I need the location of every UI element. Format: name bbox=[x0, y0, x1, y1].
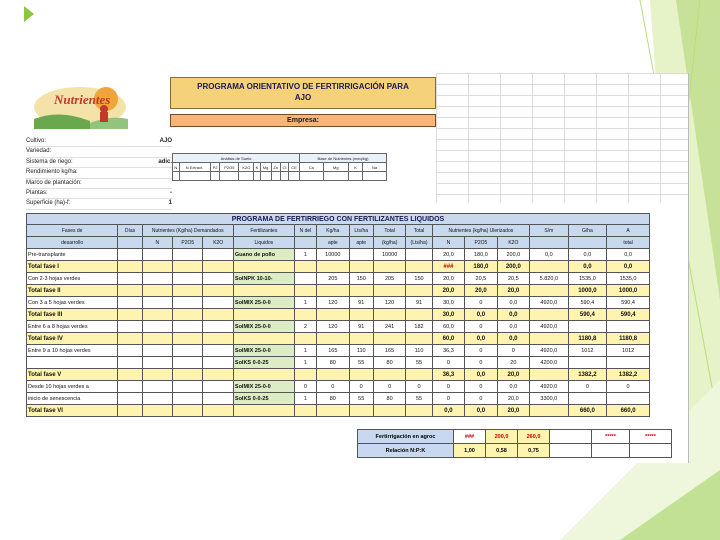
phase-total-row bbox=[27, 261, 650, 273]
table-cell bbox=[607, 357, 650, 369]
table-cell: 80 bbox=[317, 357, 349, 369]
table-cell bbox=[406, 249, 432, 261]
header-row-1: Fases de Días Nutrientes (Kg/ha) Demandados Fertilizantes N del Kg/ha Lts/ha Total Total Nutrientes (kg/ha) Ulerizados S/m G/ha A bbox=[27, 225, 650, 237]
table-cell: 0,0 bbox=[465, 369, 497, 381]
table-cell bbox=[406, 261, 432, 273]
table-cell: 30,0 bbox=[432, 297, 464, 309]
table-cell bbox=[607, 321, 650, 333]
table-cell: 60,0 bbox=[432, 333, 464, 345]
table-cell: 110 bbox=[349, 345, 373, 357]
table-cell: 590,4 bbox=[607, 309, 650, 321]
table-cell: 30,0 bbox=[432, 309, 464, 321]
table-cell: 1000,0 bbox=[607, 285, 650, 297]
table-cell: 0,0 bbox=[465, 405, 497, 417]
table-cell bbox=[118, 369, 142, 381]
table-cell: 0 bbox=[607, 381, 650, 393]
table-cell: 110 bbox=[406, 345, 432, 357]
table-cell bbox=[406, 333, 432, 345]
table-cell: 0 bbox=[349, 381, 373, 393]
program-table bbox=[26, 213, 650, 417]
table-cell: 180,0 bbox=[465, 249, 497, 261]
table-cell bbox=[118, 345, 142, 357]
table-cell bbox=[530, 405, 569, 417]
table-cell: Total fase V bbox=[27, 369, 118, 381]
table-cell bbox=[118, 261, 142, 273]
table-cell bbox=[406, 369, 432, 381]
table-cell: 4920,0 bbox=[530, 381, 569, 393]
table-cell bbox=[568, 393, 607, 405]
table-cell: 3300,0 bbox=[530, 393, 569, 405]
table-cell bbox=[530, 285, 569, 297]
table-cell bbox=[142, 261, 172, 273]
table-cell: 1535,0 bbox=[607, 273, 650, 285]
table-cell bbox=[373, 285, 405, 297]
soil-title: Análisis de Suelo bbox=[173, 154, 300, 163]
table-cell: 2 bbox=[294, 321, 316, 333]
table-cell: Total fase I bbox=[27, 261, 118, 273]
table-cell: 60,0 bbox=[432, 321, 464, 333]
table-cell: 20,0 bbox=[465, 285, 497, 297]
table-cell bbox=[173, 261, 203, 273]
table-cell: 0,0 bbox=[465, 333, 497, 345]
table-cell: 660,0 bbox=[568, 405, 607, 417]
table-cell: 36,3 bbox=[432, 345, 464, 357]
table-cell: 1 bbox=[294, 393, 316, 405]
table-cell: 4920,0 bbox=[530, 321, 569, 333]
table-cell: SolMIX 25-0-0 bbox=[233, 321, 294, 333]
table-cell bbox=[317, 261, 349, 273]
table-cell bbox=[173, 345, 203, 357]
table-cell: 20,0 bbox=[497, 405, 529, 417]
table-cell: inicio de senescencia bbox=[27, 393, 118, 405]
table-cell: 1012 bbox=[607, 345, 650, 357]
table-cell: 10000 bbox=[317, 249, 349, 261]
table-cell: 1012 bbox=[568, 345, 607, 357]
table-row bbox=[27, 345, 650, 357]
table-cell: Entre 6 a 8 hojas verdes bbox=[27, 321, 118, 333]
table-cell: 4200,0 bbox=[530, 357, 569, 369]
table-cell: 165 bbox=[373, 345, 405, 357]
table-cell bbox=[349, 309, 373, 321]
table-cell: 20,0 bbox=[432, 273, 464, 285]
table-cell: 0 bbox=[465, 357, 497, 369]
table-cell: 0 bbox=[465, 381, 497, 393]
crop-info bbox=[26, 137, 172, 210]
table-cell bbox=[317, 309, 349, 321]
table-cell: 80 bbox=[373, 393, 405, 405]
table-cell bbox=[349, 369, 373, 381]
table-cell: 1180,8 bbox=[607, 333, 650, 345]
table-cell: 241 bbox=[373, 321, 405, 333]
table-cell bbox=[118, 357, 142, 369]
table-cell bbox=[173, 405, 203, 417]
table-cell: SolKS 0-0-25 bbox=[233, 357, 294, 369]
table-cell bbox=[142, 381, 172, 393]
table-cell: SolMIX 25-0-0 bbox=[233, 345, 294, 357]
table-cell: 20,5 bbox=[497, 273, 529, 285]
table-cell: 80 bbox=[373, 357, 405, 369]
table-cell bbox=[142, 369, 172, 381]
table-cell bbox=[118, 285, 142, 297]
table-cell bbox=[173, 333, 203, 345]
table-cell bbox=[530, 369, 569, 381]
table-cell: 91 bbox=[349, 297, 373, 309]
table-cell bbox=[294, 333, 316, 345]
table-row bbox=[27, 249, 650, 261]
table-cell bbox=[317, 285, 349, 297]
table-cell bbox=[233, 333, 294, 345]
table-cell bbox=[173, 273, 203, 285]
table-cell: 0,0 bbox=[607, 249, 650, 261]
table-cell bbox=[406, 405, 432, 417]
table-cell bbox=[203, 285, 233, 297]
table-cell: Total fase II bbox=[27, 285, 118, 297]
table-cell: 0,0 bbox=[497, 381, 529, 393]
table-cell bbox=[118, 333, 142, 345]
phase-total-row bbox=[27, 369, 650, 381]
table-cell bbox=[203, 357, 233, 369]
table-cell bbox=[142, 357, 172, 369]
table-cell bbox=[27, 357, 118, 369]
soil-right-title: Base de Nutrientes (meq/kg) bbox=[299, 154, 386, 163]
table-cell bbox=[294, 273, 316, 285]
table-cell bbox=[118, 249, 142, 261]
table-cell: 180,0 bbox=[465, 261, 497, 273]
table-cell: 165 bbox=[317, 345, 349, 357]
table-cell: Total fase III bbox=[27, 309, 118, 321]
table-cell: 0,0 bbox=[530, 249, 569, 261]
table-cell: Guano de pollo bbox=[233, 249, 294, 261]
table-row bbox=[27, 393, 650, 405]
table-cell: 1 bbox=[294, 297, 316, 309]
table-cell bbox=[203, 249, 233, 261]
table-cell bbox=[233, 309, 294, 321]
table-cell: 205 bbox=[373, 273, 405, 285]
table-cell bbox=[142, 333, 172, 345]
table-cell bbox=[142, 249, 172, 261]
table-cell: 1180,8 bbox=[568, 333, 607, 345]
table-cell: 0 bbox=[465, 321, 497, 333]
table-cell: Pre-transplante bbox=[27, 249, 118, 261]
table-cell bbox=[349, 405, 373, 417]
table-cell bbox=[118, 405, 142, 417]
info-row: Superficie (ha)-f: 1 bbox=[26, 199, 172, 209]
table-cell bbox=[349, 285, 373, 297]
table-cell: 10000 bbox=[373, 249, 405, 261]
table-cell bbox=[233, 285, 294, 297]
phase-total-row bbox=[27, 285, 650, 297]
fertirrigation-program bbox=[26, 213, 650, 417]
soil-analysis-table: Análisis de Suelo Base de Nutrientes (meq/kg) N N Extract. P2 P2O5 K2O K Mg Zn Cl CE Ca Mg K Na bbox=[172, 153, 387, 181]
table-cell: 0 bbox=[317, 381, 349, 393]
phase-total-row bbox=[27, 309, 650, 321]
table-cell bbox=[349, 333, 373, 345]
table-cell: 1382,2 bbox=[607, 369, 650, 381]
table-cell: 0,0 bbox=[497, 333, 529, 345]
table-cell: 0,0 bbox=[465, 309, 497, 321]
table-cell bbox=[203, 261, 233, 273]
table-cell: 0 bbox=[432, 393, 464, 405]
table-cell bbox=[233, 261, 294, 273]
table-cell bbox=[142, 393, 172, 405]
table-cell: 1 bbox=[294, 345, 316, 357]
table-cell: 200,0 bbox=[497, 249, 529, 261]
table-cell: SolKS 0-0-25 bbox=[233, 393, 294, 405]
table-cell bbox=[118, 321, 142, 333]
table-cell bbox=[607, 393, 650, 405]
table-cell: 120 bbox=[373, 297, 405, 309]
table-cell: SolMIX 25-0-0 bbox=[233, 381, 294, 393]
table-cell: 0,0 bbox=[568, 261, 607, 273]
table-cell: 4920,0 bbox=[530, 345, 569, 357]
table-cell bbox=[317, 405, 349, 417]
title-line-2: AJO bbox=[294, 93, 312, 102]
table-cell bbox=[142, 285, 172, 297]
table-cell bbox=[317, 369, 349, 381]
table-cell: 20,0 bbox=[497, 369, 529, 381]
table-cell: Entre 9 a 10 hojas verdes bbox=[27, 345, 118, 357]
table-cell bbox=[349, 261, 373, 273]
table-cell: SolMIX 25-0-0 bbox=[233, 297, 294, 309]
logo-text: Nutrientes bbox=[54, 92, 111, 107]
phase-total-row bbox=[27, 333, 650, 345]
table-cell bbox=[173, 285, 203, 297]
table-cell: 590,4 bbox=[607, 297, 650, 309]
title-line-1: PROGRAMA ORIENTATIVO DE FERTIRRIGACIÓN PARA bbox=[197, 82, 409, 91]
table-cell: 55 bbox=[349, 393, 373, 405]
table-cell: ### bbox=[432, 261, 464, 273]
table-cell: 0 bbox=[568, 381, 607, 393]
table-cell: Total fase VI bbox=[27, 405, 118, 417]
table-cell bbox=[203, 405, 233, 417]
table-cell: 660,0 bbox=[607, 405, 650, 417]
table-row bbox=[27, 297, 650, 309]
table-cell: 20,0 bbox=[497, 285, 529, 297]
table-cell: Con 3 a 5 hojas verdes bbox=[27, 297, 118, 309]
table-cell: 120 bbox=[317, 321, 349, 333]
table-cell bbox=[373, 405, 405, 417]
table-cell: 590,4 bbox=[568, 297, 607, 309]
table-cell bbox=[142, 321, 172, 333]
empresa-field[interactable]: Empresa: bbox=[170, 114, 436, 127]
table-cell bbox=[294, 285, 316, 297]
table-cell: 91 bbox=[349, 321, 373, 333]
table-cell bbox=[530, 261, 569, 273]
program-title bbox=[170, 77, 436, 109]
table-cell bbox=[294, 405, 316, 417]
table-cell: 0,0 bbox=[432, 405, 464, 417]
table-cell bbox=[118, 273, 142, 285]
table-cell: 20,0 bbox=[432, 285, 464, 297]
table-cell: 0 bbox=[497, 345, 529, 357]
table-cell: 1 bbox=[294, 357, 316, 369]
summary-table bbox=[357, 429, 672, 458]
table-cell bbox=[203, 381, 233, 393]
info-row: Marco de plantación: bbox=[26, 179, 172, 189]
table-cell: 0 bbox=[465, 345, 497, 357]
table-cell bbox=[233, 405, 294, 417]
table-cell: 0 bbox=[406, 381, 432, 393]
table-cell bbox=[173, 369, 203, 381]
table-cell bbox=[203, 369, 233, 381]
spreadsheet bbox=[22, 73, 689, 463]
table-cell bbox=[294, 261, 316, 273]
table-cell bbox=[118, 393, 142, 405]
table-cell bbox=[173, 249, 203, 261]
table-cell bbox=[373, 261, 405, 273]
table-cell bbox=[118, 381, 142, 393]
table-cell: 150 bbox=[349, 273, 373, 285]
table-cell bbox=[142, 297, 172, 309]
table-cell bbox=[173, 321, 203, 333]
table-row bbox=[27, 357, 650, 369]
table-cell: 0,0 bbox=[607, 261, 650, 273]
table-cell bbox=[203, 393, 233, 405]
table-cell: 1535,0 bbox=[568, 273, 607, 285]
table-cell: 20 bbox=[497, 357, 529, 369]
table-cell bbox=[568, 357, 607, 369]
table-cell bbox=[142, 273, 172, 285]
table-cell bbox=[373, 309, 405, 321]
table-cell: 0 bbox=[373, 381, 405, 393]
table-cell: 0,0 bbox=[497, 297, 529, 309]
table-cell bbox=[118, 297, 142, 309]
table-cell bbox=[317, 333, 349, 345]
table-cell bbox=[173, 381, 203, 393]
table-cell: 200,0 bbox=[497, 261, 529, 273]
table-cell: 55 bbox=[406, 393, 432, 405]
table-cell: 1 bbox=[294, 249, 316, 261]
table-cell: 1000,0 bbox=[568, 285, 607, 297]
table-cell: 1382,2 bbox=[568, 369, 607, 381]
table-cell bbox=[173, 309, 203, 321]
table-cell bbox=[568, 321, 607, 333]
table-cell: 20,0 bbox=[432, 249, 464, 261]
table-cell: 182 bbox=[406, 321, 432, 333]
table-cell: Con 2-3 hojas verdes bbox=[27, 273, 118, 285]
table-cell bbox=[203, 309, 233, 321]
table-cell: 5.820,0 bbox=[530, 273, 569, 285]
table-cell bbox=[142, 309, 172, 321]
program-banner: PROGRAMA DE FERTIRRIEGO CON FERTILIZANTES LIQUIDOS bbox=[27, 214, 650, 225]
table-cell: 150 bbox=[406, 273, 432, 285]
table-cell bbox=[142, 405, 172, 417]
table-cell: 20,5 bbox=[465, 273, 497, 285]
summary-row-fertirrigation: Fertirrigación en agroc ### 200,0 260,0 ***** ***** bbox=[358, 430, 672, 444]
info-row: Sistema de riego: adic. bbox=[26, 158, 172, 168]
table-cell: 80 bbox=[317, 393, 349, 405]
table-cell: 0 bbox=[432, 357, 464, 369]
table-cell bbox=[349, 249, 373, 261]
table-cell: 0 bbox=[294, 381, 316, 393]
table-row bbox=[27, 381, 650, 393]
table-cell bbox=[203, 321, 233, 333]
table-cell bbox=[373, 333, 405, 345]
table-cell bbox=[530, 309, 569, 321]
info-row: Cultivo: AJO bbox=[26, 137, 172, 147]
summary-row-ratio: Relación N:P:K 1,00 0,58 0,75 bbox=[358, 444, 672, 458]
table-cell: 91 bbox=[406, 297, 432, 309]
table-cell: 55 bbox=[349, 357, 373, 369]
table-cell bbox=[406, 309, 432, 321]
table-cell: 0,0 bbox=[497, 309, 529, 321]
table-cell: 205 bbox=[317, 273, 349, 285]
table-cell: Desde 10 hojas verdes a bbox=[27, 381, 118, 393]
table-cell bbox=[373, 369, 405, 381]
table-cell: 590,4 bbox=[568, 309, 607, 321]
table-cell: 55 bbox=[406, 357, 432, 369]
table-cell bbox=[203, 345, 233, 357]
phase-total-row bbox=[27, 405, 650, 417]
table-cell bbox=[203, 297, 233, 309]
table-cell: SolNPK 10-10- bbox=[233, 273, 294, 285]
table-row bbox=[27, 273, 650, 285]
play-arrow-icon bbox=[24, 6, 34, 22]
table-row bbox=[27, 321, 650, 333]
table-cell: 0 bbox=[465, 393, 497, 405]
info-row: Plantas: - bbox=[26, 189, 172, 199]
table-cell: 0,0 bbox=[497, 321, 529, 333]
table-cell bbox=[530, 333, 569, 345]
table-cell bbox=[142, 345, 172, 357]
table-cell bbox=[173, 357, 203, 369]
empty-grid bbox=[436, 73, 688, 203]
table-cell bbox=[294, 309, 316, 321]
table-cell: 36,3 bbox=[432, 369, 464, 381]
table-cell: Total fase IV bbox=[27, 333, 118, 345]
table-cell bbox=[406, 285, 432, 297]
table-cell: 20,0 bbox=[497, 393, 529, 405]
table-cell bbox=[203, 273, 233, 285]
table-cell bbox=[173, 297, 203, 309]
header-row-2: desarrollo N P2O5 K2O Liquidos apte apte (kg/ha) (Lts/ha) N P2O5 K2O total bbox=[27, 237, 650, 249]
info-row: Variedad: bbox=[26, 147, 172, 157]
table-cell: 0,0 bbox=[568, 249, 607, 261]
table-cell bbox=[173, 393, 203, 405]
info-row: Rendimiento kg/ha: bbox=[26, 168, 172, 178]
table-cell: 0 bbox=[432, 381, 464, 393]
table-cell bbox=[203, 333, 233, 345]
table-cell bbox=[118, 309, 142, 321]
nutrientes-logo bbox=[30, 79, 130, 129]
table-cell: 120 bbox=[317, 297, 349, 309]
table-cell bbox=[233, 369, 294, 381]
table-cell: 4920,0 bbox=[530, 297, 569, 309]
table-cell bbox=[294, 369, 316, 381]
table-cell: 0 bbox=[465, 297, 497, 309]
